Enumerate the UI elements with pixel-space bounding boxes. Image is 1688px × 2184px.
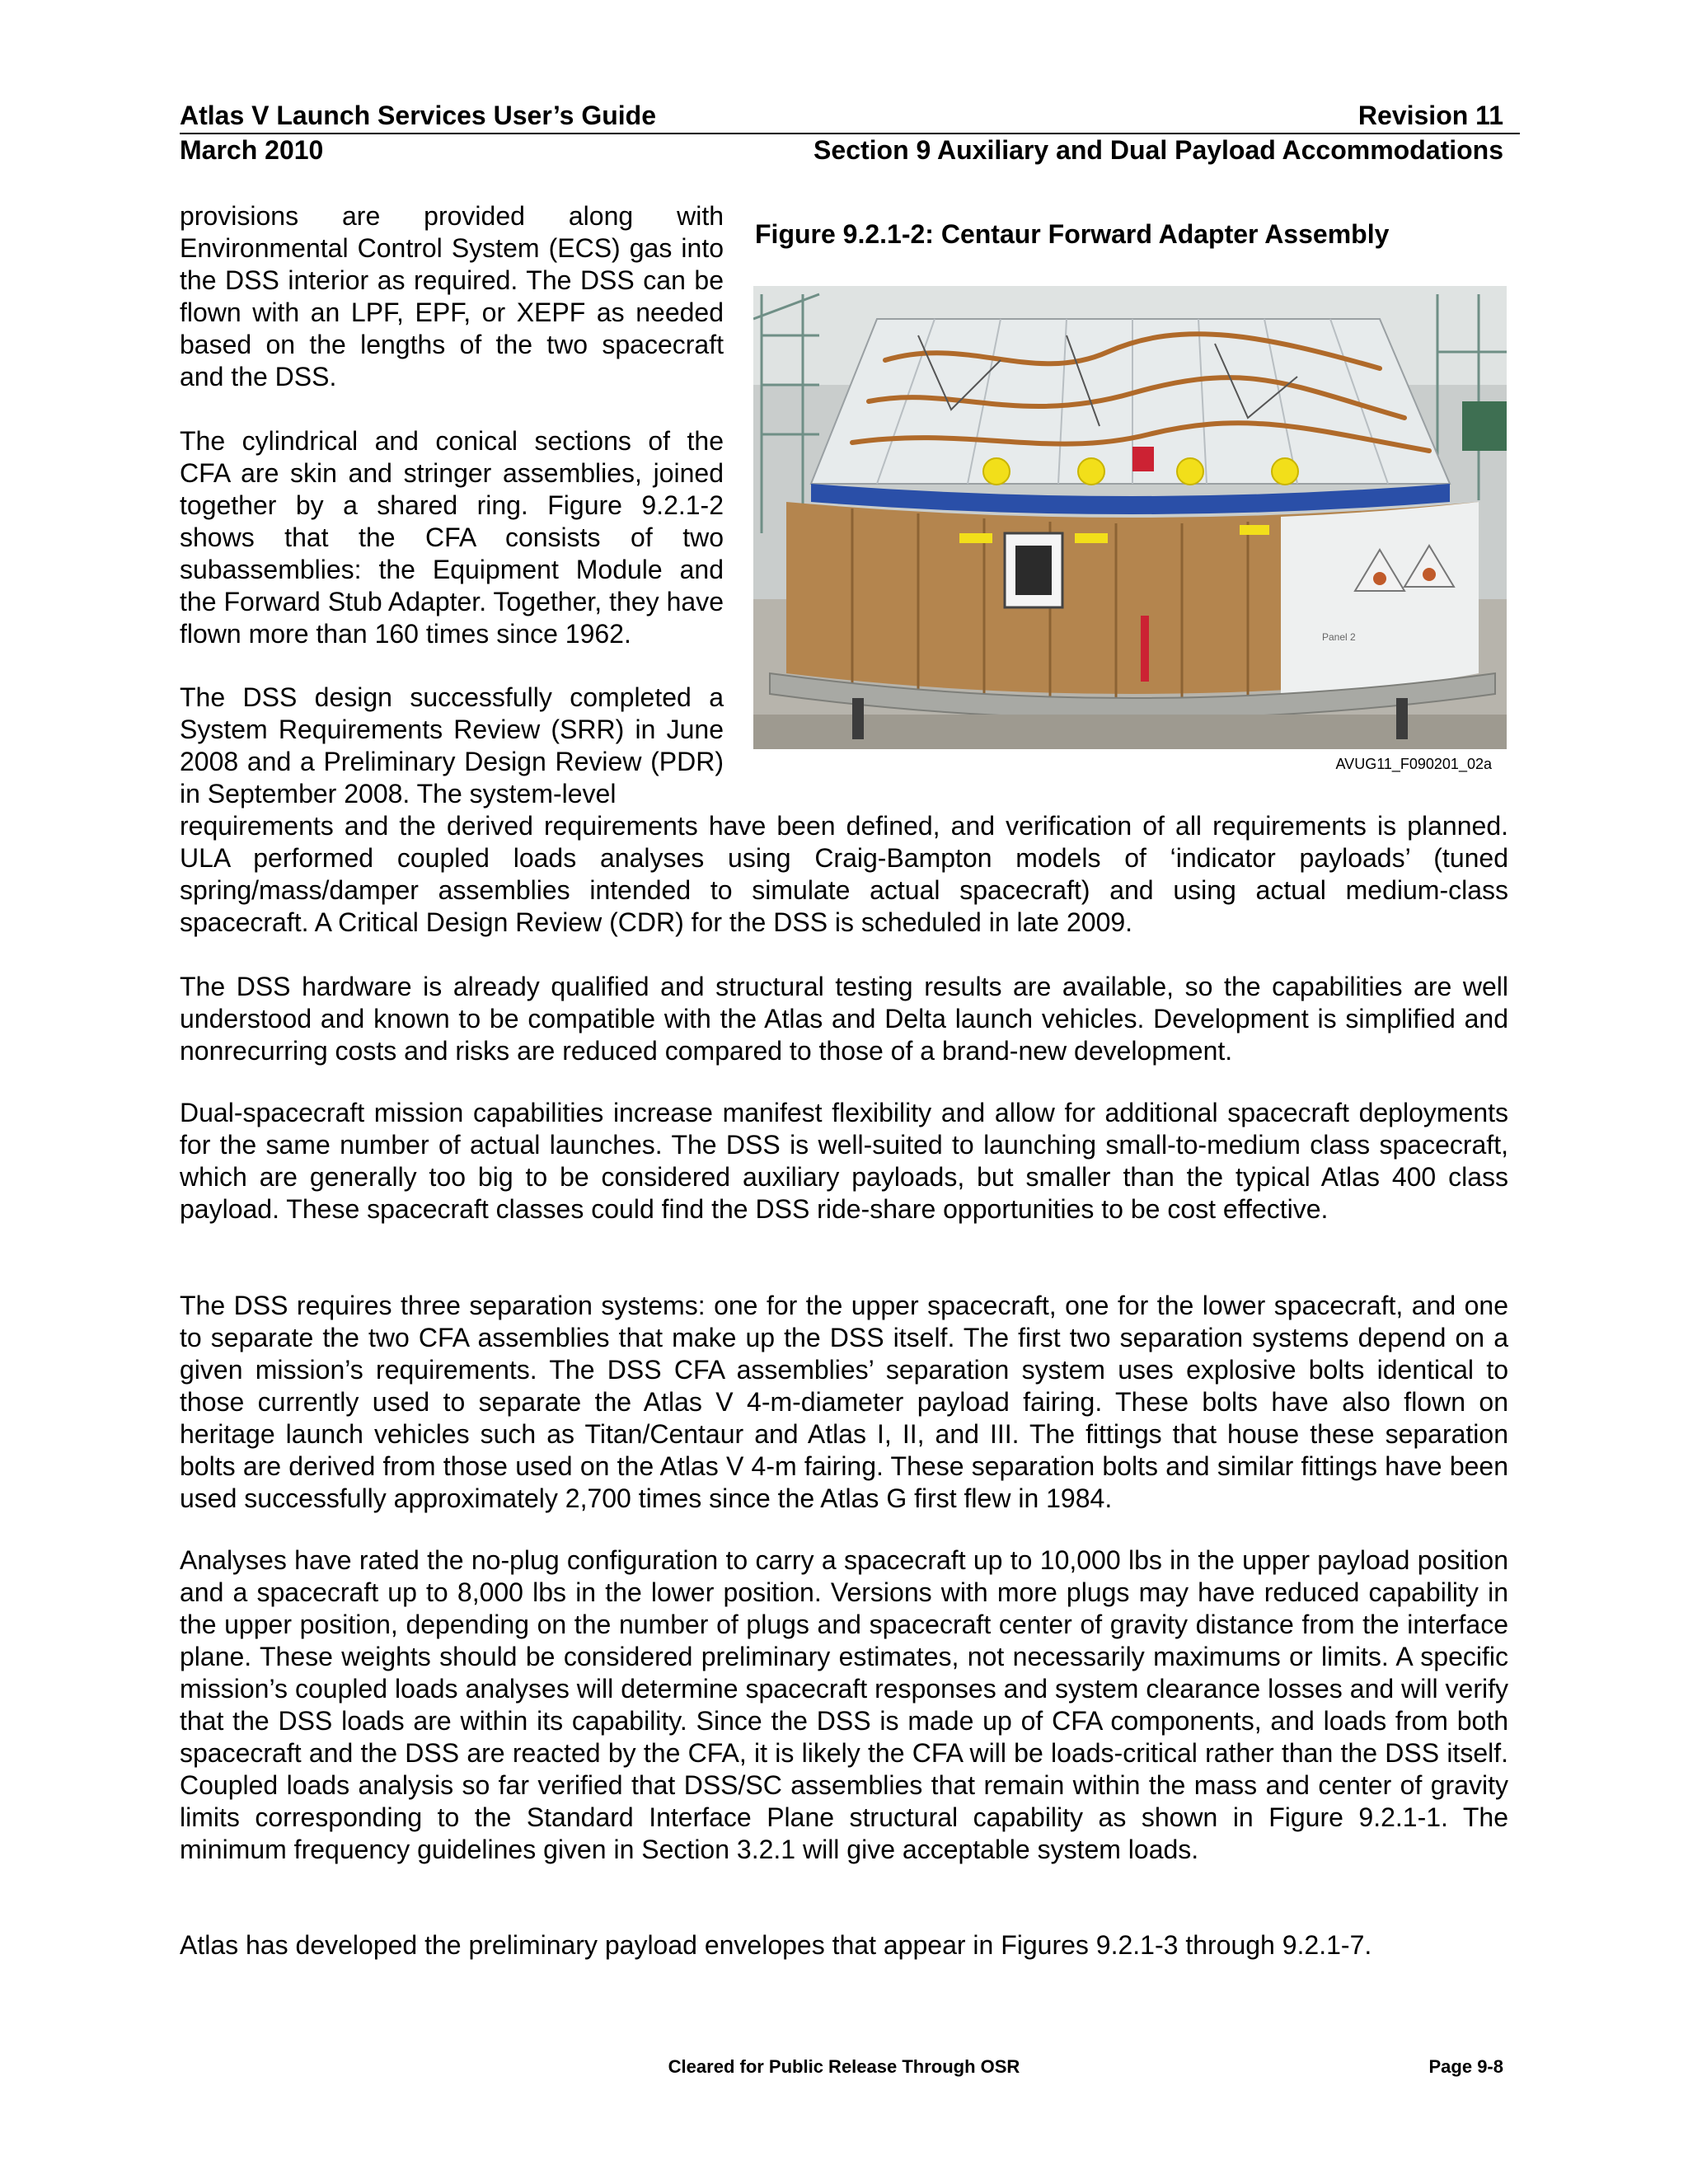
document-date: March 2010 — [180, 135, 324, 165]
paragraph-dual-spacecraft: Dual-spacecraft mission capabilities increase manifest flexibility and allow for additional spacecraft deployments for the same number of actual launches. The DSS is well-suited to launching small-to-medium class spacecraft, which are generally too big to be considered auxiliary payloads, but smaller than the typical Atlas 400 class payload. These spacecraft classes could find the DSS ride-share opportunities to be cost effective. — [180, 1098, 1508, 1224]
figure-id: AVUG11_F090201_02a — [1335, 756, 1492, 772]
paragraph-requirements: requirements and the derived requirements have been defined, and verification of all requirements is planned. ULA performed coupled loads analyses using Craig-Bampton models of ‘indicator payloads’ (tuned spring/mass/damper assemblies intended to simulate actual spacecraft) and using actual medium-class spacecraft. A Critical Design Review (CDR) for the DSS is scheduled in late 2009. — [180, 811, 1508, 937]
running-header-bottom — [180, 134, 1503, 166]
adapter-photo-illustration — [753, 286, 1507, 749]
paragraph-cfa-sections: The cylindrical and conical sections of the CFA are skin and stringer assemblies, joined together by a shared ring. Figure 9.2.1-2 shows that the CFA consists of two subassemblies: the Equipment Module and the Forward Stub Adapter. Together, they have flown more than 160 times since 1962. — [180, 426, 724, 649]
running-header-top — [180, 99, 1503, 132]
footer-release-note: Cleared for Public Release Through OSR — [668, 2056, 1020, 2077]
document-title: Atlas V Launch Services User’s Guide — [180, 101, 657, 130]
paragraph-payload-envelopes: Atlas has developed the preliminary payload envelopes that appear in Figures 9.2.1-3 through 9.2.1-7. — [180, 1930, 1372, 1960]
paragraph-separation-systems: The DSS requires three separation systems: one for the upper spacecraft, one for the lower spacecraft, and one to separate the two CFA assemblies that make up the DSS itself. The first two separation systems depend on a given mission’s requirements. The DSS CFA assemblies’ separation system uses explosive bolts identical to those currently used to separate the Atlas V 4-m-diameter payload fairing. These bolts have also flown on heritage launch vehicles such as Titan/Centaur and Atlas I, II, and III. The fittings that house these separation bolts are derived from those used on the Atlas V 4-m fairing. These separation bolts and similar fittings have been used successfully approximately 2,700 times since the Atlas G first flew in 1984. — [180, 1291, 1508, 1513]
figure-photo-centaur-forward-adapter — [753, 286, 1507, 749]
paragraph-provisions: provisions are provided along with Environmental Control System (ECS) gas into the DSS interior as required. The DSS can be flown with an LPF, EPF, or XEPF as needed based on the lengths of the two spacecraft and the DSS. — [180, 201, 724, 391]
revision-label: Revision 11 — [1357, 101, 1503, 130]
paragraph-dss-hardware: The DSS hardware is already qualified and structural testing results are available, so the capabilities are well understood and known to be compatible with the Atlas and Delta launch vehicles. Development is simplified and nonrecurring costs and risks are reduced compared to those of a brand-new development. — [180, 972, 1508, 1066]
panel-marking: Panel 2 — [1322, 631, 1356, 643]
section-title: Section 9 Auxiliary and Dual Payload Accommodations — [814, 135, 1503, 165]
page-number: Page 9-8 — [1428, 2056, 1503, 2077]
paragraph-dss-design: The DSS design successfully completed a System Requirements Review (SRR) in June 2008 and a Preliminary Design Review (PDR) in September 2008. The system-level — [180, 682, 724, 808]
paragraph-analyses: Analyses have rated the no-plug configuration to carry a spacecraft up to 10,000 lbs in the upper payload position and a spacecraft up to 8,000 lbs in the lower position. Versions with more plugs may have reduced capability in the upper position, depending on the number of plugs and spacecraft center of gravity distance from the interface plane. These weights should be considered preliminary estimates, not necessarily maximums or limits. A specific mission’s coupled loads analyses will determine spacecraft responses and system clearance losses and will verify that the DSS loads are within its capability. Since the DSS is made up of CFA components, and loads from both spacecraft and the DSS are reacted by the CFA, it is likely the CFA will be loads-critical rather than the DSS itself. Coupled loads analysis so far verified that DSS/SC assemblies that remain within the mass and center of gravity limits corresponding to the Standard Interface Plane structural capability as shown in Figure 9.2.1-1. The minimum frequency guidelines given in Section 3.2.1 will give acceptable system loads. — [180, 1545, 1508, 1864]
figure-caption: Figure 9.2.1-2: Centaur Forward Adapter Assembly — [755, 219, 1390, 249]
